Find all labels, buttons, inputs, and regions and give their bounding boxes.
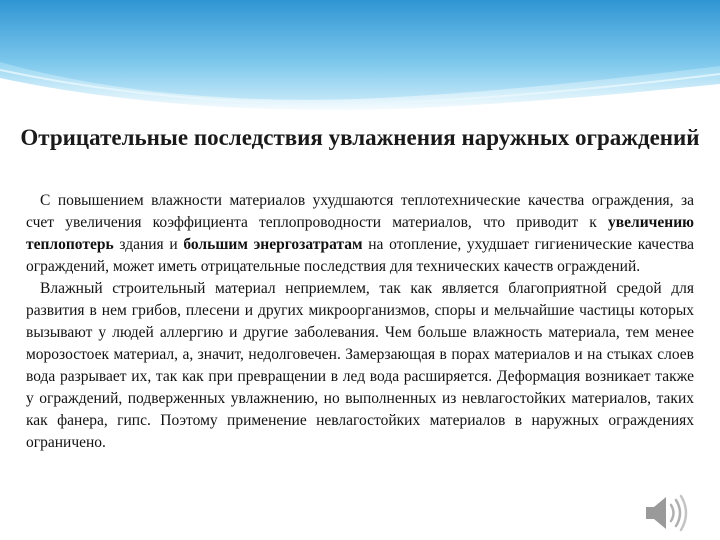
bold-text-run: увеличению теплопотерь	[26, 214, 694, 253]
bold-text-run: большим энергозатратам	[183, 236, 363, 253]
text-run: здания и	[113, 236, 184, 253]
wave-header-decoration	[0, 0, 720, 112]
paragraph	[26, 278, 694, 454]
speaker-icon[interactable]	[640, 492, 696, 534]
slide-title: Отрицательные последствия увлажнения наружных ограждений	[20, 125, 700, 150]
slide-body	[26, 190, 694, 454]
text-run: на отопление, ухудшает гигиенические качества ограждений, может иметь отрицательные последствия для технических качеств ограждений.	[26, 236, 694, 275]
text-run: С повышением влажности материалов ухудшаются теплотехнические качества ограждения, за счет увеличения коэффициента теплопроводности материалов, что приводит к	[26, 192, 694, 231]
text-run: Влажный строительный материал неприемлем, так как является благоприятной средой для развития в нем грибов, плесени и других микроорганизмов, споры и мельчайшие частицы которых вызывают у людей аллергию и другие заболевания. Чем больше влажность материала, тем менее морозостоек материал, а, значит, недолговечен. Замерзающая в порах материалов и на стыках слоев вода разрывает их, так как при превращении в лед вода расширяется. Деформация возникает также у ограждений, подверженных увлажнению, но выполненных из невлагостойких материалов, таких как фанера, гипс. Поэтому применение невлагостойких материалов в наружных ограждениях ограничено.	[26, 280, 694, 451]
paragraph	[26, 190, 694, 278]
